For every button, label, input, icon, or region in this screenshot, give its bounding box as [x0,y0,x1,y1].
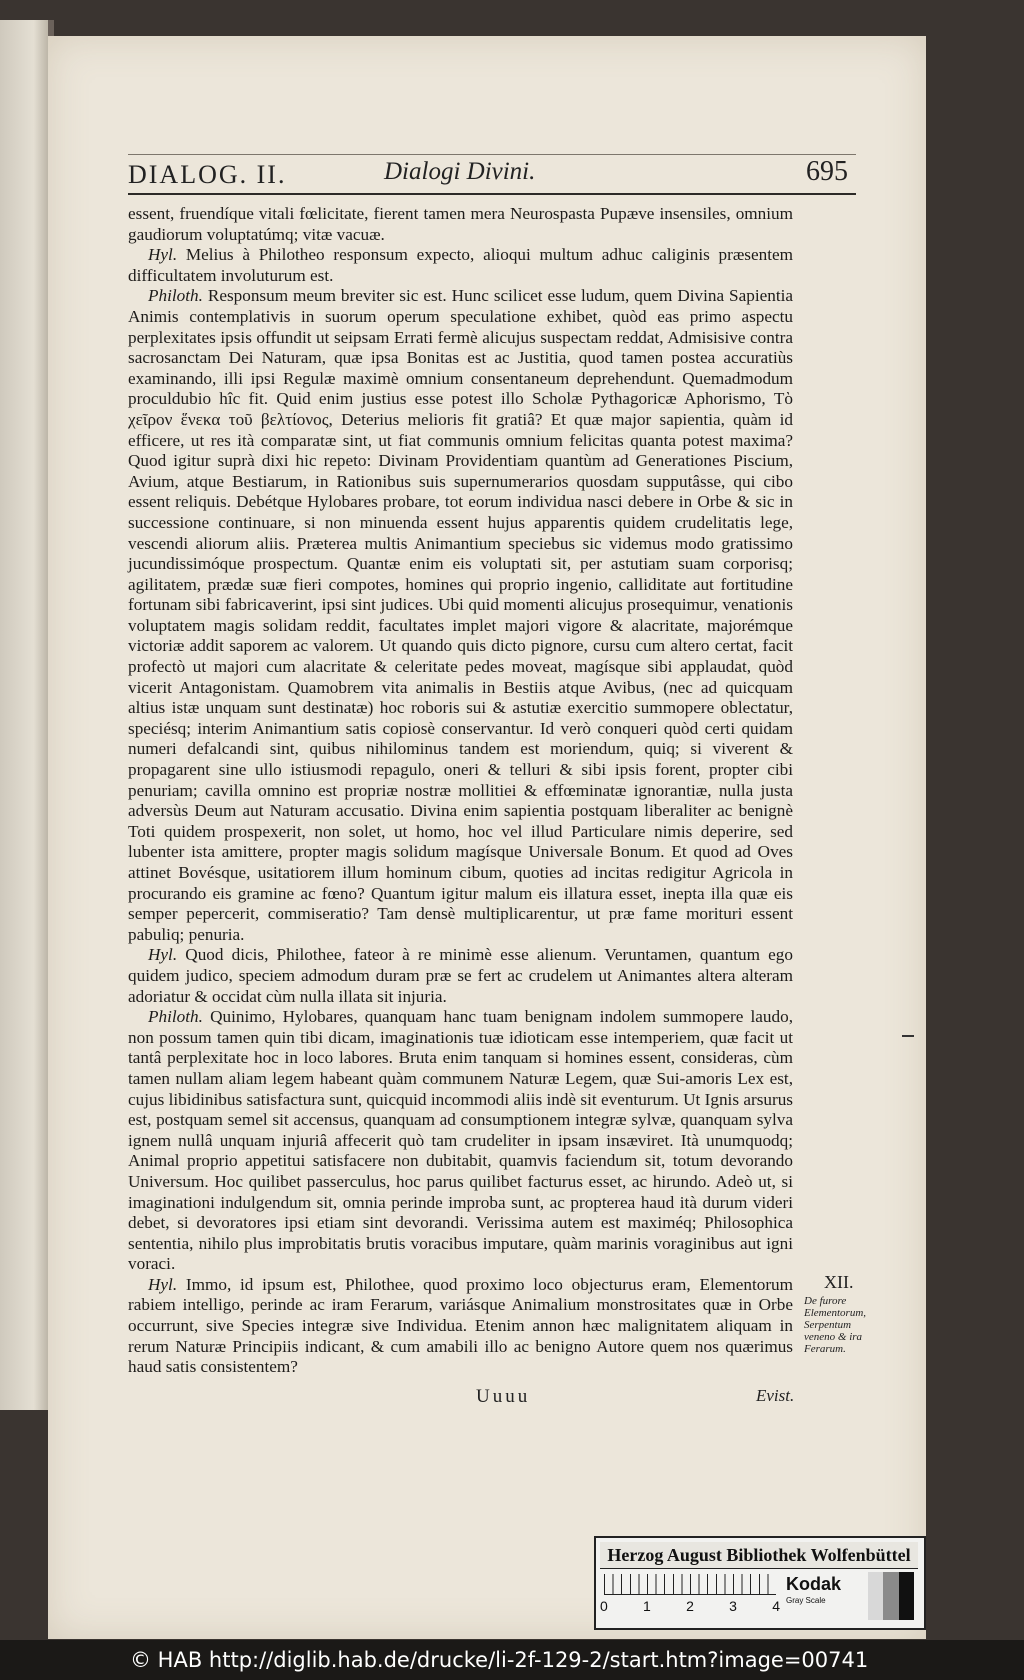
running-header [128,156,848,190]
paragraph [128,245,793,286]
paragraph-text: Quinimo, Hylobares, quanquam hanc tuam benignam indolem summopere laudo, non possum tamen quin tibi dicam, imaginationis tuæ idioticam esse intemperiem, quæ facit ut tantâ perplexitate hoc in loco labores. Bruta enim tanquam si homines essent, consideras, cùm tamen nullam aliam legem habeant quàm communem Naturæ Legem, quæ Sui-amoris Lex est, cujus libidinibus satisfactura sunt, quicquid incommodi aliis indè sit eventurum. Ut Ignis arsurus est, postquam semel sit accensus, quanquam ad consumptionem integræ sylvæ, quanquam sylva ignem nullâ unquam injuriâ affecerit quò tam crudeliter in ipsam insæviret. Ità unumquodq; Animal proprio appetitui satisfacere non dubitabit, quamvis faciendum sit, totum devorando Universum. Hoc quilibet passerculus, hoc parus quilibet facturus esset, ac hirundo. Adeò ut, si imaginationi indulgendum sit, omnia perinde improba sunt, ac propterea haud ità durum videri debet, si devoratores ipsi etiam sint devorandi. Verissima autem est maximéq; Philosophica sententia, nihilo plus improbitatis brutis voracibus imputare, quàm marinis voraginibus aut igni voraci. [128,1007,794,1274]
paragraph-text: Melius à Philotheo responsum expecto, alioqui multum adhuc caliginis præsentem difficultatem involuturum est. [128,245,793,285]
header-dialog-label: DIALOG. II. [128,160,287,189]
speaker-label: Hyl. [148,1274,178,1294]
ruler-scale [604,1574,776,1595]
paragraph-text: Immo, id ipsum est, Philothee, quod proximo loco objecturus eram, Elementorum rabiem intelligo, perinde ac iram Ferarum, variásque Animalium monstrositates quæ in Orbe occurrunt, sive Species integræ sive Individua. Etenim annon hæc malignitatem aliquam in rerum Naturæ Principiis indicant, & cum amabili illo ac benigno Autore quem nos quærimus haud satis consistentem? [128,1274,793,1377]
facing-page-edge [0,20,48,1410]
margin-note [804,1272,880,1355]
signature-mark: Uuuu [476,1386,531,1407]
gray-scale-label: Gray Scale [786,1596,826,1605]
page-number: 695 [806,156,848,187]
paragraph [128,1275,793,1378]
margin-note-number: XII. [824,1272,854,1292]
margin-tick [902,1035,914,1037]
paragraph [128,1007,793,1275]
header-top-rule [128,154,856,155]
header-title: Dialogi Divini. [384,158,536,185]
header-rule [128,193,856,195]
paragraph-text: Quod dicis, Philothee, fateor à re minimè esse alienum. Veruntamen, quantum ego quidem judico, speciem admodum duram præ se fert ac crudelem ut Animantes altera alteram adoriatur & occidat cùm nulla illata sit injuria. [128,945,793,1006]
paragraph-text: essent, fruendíque vitali fœlicitate, fierent tamen mera Neurospasta Pupæve insensiles, omnium gaudiorum voluptatúmq; vitæ vacuæ. [128,204,793,244]
color-target-card [594,1536,926,1630]
paragraph-text: Responsum meum breviter sic est. Hunc scilicet esse ludum, quem Divina Sapientia Animis contemplativis in suorum operum speculatione exhibet, quòd eas primo aspectu perplexitates ipsis offundit ut seipsam Errati fermè alicujus suspectam reddat, Admisisive contra sacrosanctam Dei Naturam, quæ ipsa Bonitas est ac Justitia, quod tamen postea accuratiùs examinando, illi ipsi Regulæ maximè omnium consentaneum deprehendunt. Quemadmodum proculdubio hîc fit. Quid enim justius esse potest illo Scholæ Pythagoricæ Aphorismo, Τὸ χεῖρον ἕνεκα τοῦ βελτίονος, Deterius melioris fit gratiâ? Et quæ major sapientia, quàm id efficere, ut res ità comparatæ sint, ut fiat communis omnium felicitas quanta potest maxima? Quod igitur suprà dixi hic repeto: Divinam Providentiam quantùm ad Generationes Piscium, Avium, atque Bestiarum, in Rationibus suis supernumerarios quosdam supputâsse, qui cibo essent reliquis. Debétque Hylobares probare, tot eorum individua nasci debere in Orbe & sic in successione continuare, si non minuenda essent hujus apparentis quidem crudelitatis lege, vescendi aliorum aliis. Præterea multis Animantium speciebus sic videmus modo gratissimo jucundissimóque prospectum. Quantæ enim eis voluptati sit, per astutiam suam corporisq; agilitatem, prædæ suæ fieri compotes, homines qui proprio ingenio, calliditate aut fortitudine fortunam sibi fabricaverint, ipsi sint judices. Ubi quid momenti alicujus prosequimur, venationis voluptatem magis solidam reddit, facultates implet majori vigore & alacritate, majorémque victoriæ addit saporem ac valorem. Ut quando quis dicto pignore, cursu cum altero certat, facit profectò ut majori cum alacritate & celeritate pedes moveat, magísque sibi applaudat, quòd vicerit Antagonistam. Quamobrem vita animalis in Bestiis atque Avibus, (nec ad quicquam altius istæ unquam sunt destinatæ) hoc roboris sui & astutiæ exercitio summopere oblectatur, speciésq; interim Animantium satis copiosè conservantur. Id verò conqueri quòd certi quidam numeri defalcandi sint, quibus nihilominus tandem est moriendum, quiq; si viverent & propagarent sine ullo istiusmodi repagulo, oneri & telluri & sibi ipsis forent, propter cibi penuriam; cavilla omnino est propriæ nostræ mollitiei & effœminatæ ignorantiæ, nulla justa adversùs Deum aut Naturam accusatio. Divina enim sapientia postquam liberaliter ac benignè Toti quidem prospexerit, non solet, ut homo, hoc vel illud Particulare nimis deperire, sed lubenter ista amittere, propter magis solidum magísque Universale Bonum. Et quod ad Oves attinet Bovésque, usitatiorem illum hominum cibum, quoties ad incitas redigitur Agricola in procurando eis gramine ac fœno? Quantum igitur malum eis illatura esset, inepta illa quæ eis semper pepercerit, commiseratio? Tam densè multiplicarentur, ut præ fame morituri essent pabuliq; penuria. [128,286,793,944]
book-page [48,36,926,1639]
catchword: Evist. [756,1386,795,1405]
speaker-label: Philoth. [148,286,203,306]
speaker-label: Hyl. [148,245,178,265]
paragraph [128,204,793,245]
text-body [128,204,793,1378]
ruler-number: 2 [686,1598,694,1614]
ruler-number: 3 [729,1598,737,1614]
kodak-logo: Kodak [786,1574,842,1594]
margin-note-text: De furore Elementorum, Serpentum veneno & ira Ferarum. [804,1295,867,1355]
ruler-number: 4 [772,1598,780,1614]
ruler-numbers [600,1598,780,1614]
paragraph [128,286,793,945]
ruler-number: 1 [643,1598,651,1614]
copyright-footer: © HAB http://diglib.hab.de/drucke/li-2f-129-2/start.htm?image=00741 [0,1640,1024,1680]
gray-swatch [868,1572,914,1620]
speaker-label: Hyl. [148,945,178,965]
paragraph [128,945,793,1007]
library-name: Herzog August Bibliothek Wolfenbüttel [600,1542,918,1569]
speaker-label: Philoth. [148,1007,203,1027]
ruler-number: 0 [600,1598,608,1614]
